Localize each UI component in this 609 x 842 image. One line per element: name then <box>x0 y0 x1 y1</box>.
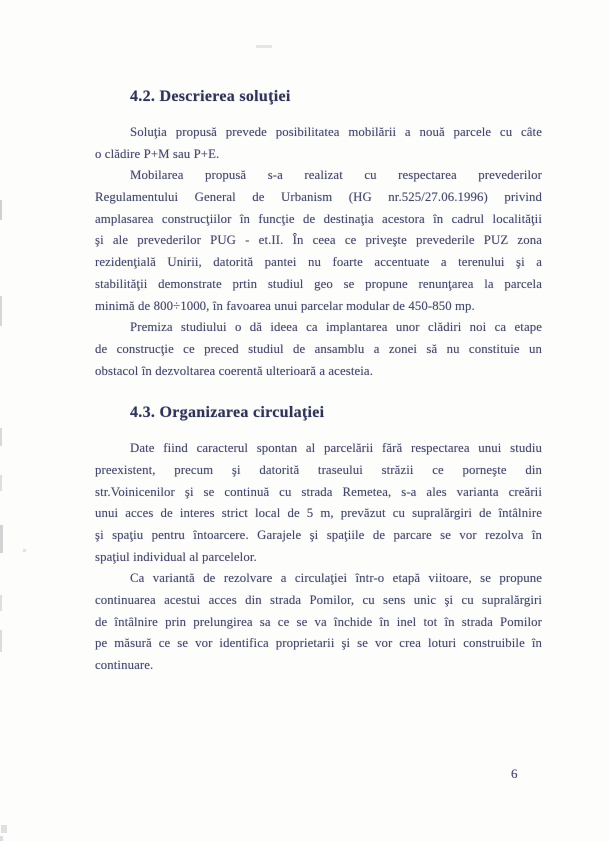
paragraph <box>95 438 542 568</box>
scan-artifact <box>0 525 3 553</box>
scan-artifact <box>256 45 272 48</box>
text-line: rezidenţială Unirii, datorită pantei nu foarte accentuate a terenului şi a <box>95 255 542 270</box>
scan-artifact <box>0 296 2 326</box>
text-line: preexistent, precum şi datorită traseului străzii ce porneşte din <box>95 462 542 477</box>
paragraph <box>95 165 542 317</box>
scan-artifact <box>0 630 2 652</box>
paragraph <box>95 568 542 676</box>
text-line: continuare. <box>95 658 154 673</box>
text-line: Soluţia propusă prevede posibilitatea mobilării a nouă parcele cu câte <box>130 125 542 139</box>
text-line: Date fiind caracterul spontan al parcelării fără respectarea unui studiu <box>130 441 542 456</box>
text-line: Regulamentului General de Urbanism (HG nr.525/27.06.1996) privind <box>95 190 542 205</box>
text-line: spaţiul individual al parcelelor. <box>95 549 257 564</box>
scan-artifact <box>0 428 2 446</box>
text-line: de construcţie ce preced studiul de ansamblu a zonei să nu constituie un <box>95 341 542 356</box>
text-line: unui acces de interes strict local de 5 m, prevăzut cu supralărgiri de întâlnire <box>95 506 542 521</box>
text-line: pe măsură ce se vor identifica proprietarii şi se vor crea loturi construibile în <box>95 636 542 651</box>
text-line: continuarea acestui acces din strada Pomilor, cu sens unic şi cu supralărgiri <box>95 593 542 608</box>
paragraph <box>95 122 542 165</box>
text-line: Mobilarea propusă s-a realizat cu respectarea prevederilor <box>130 168 542 183</box>
paragraph <box>95 317 542 382</box>
scan-artifact <box>0 475 2 491</box>
scan-artifact <box>0 595 2 611</box>
section-heading: 4.3. Organizarea circulaţiei <box>130 404 325 422</box>
text-line: de întâlnire prin prelungirea sa ce se va închide în inel tot în strada Pomilor <box>95 614 542 629</box>
scan-artifact <box>1 825 7 833</box>
text-line: minimă de 800÷1000, în favoarea unui parcelar modular de 450-850 mp. <box>95 298 475 313</box>
text-line: Ca variantă de rezolvare a circulaţiei într-o etapă viitoare, se propune <box>130 571 542 586</box>
text-line: şi spaţiu pentru întoarcere. Garajele şi spaţiile de parcare se vor rezolva în <box>95 528 542 542</box>
text-line: Premiza studiului o dă ideea ca implantarea unor clădiri noi ca etape <box>130 320 542 335</box>
page-content <box>95 86 542 677</box>
scan-artifact <box>0 836 3 841</box>
text-line: str.Voinicenilor şi se continuă cu strada Remetea, s-a ales varianta creării <box>95 484 542 499</box>
text-line: şi ale prevederilor PUG - et.II. În ceea ce priveşte prevederile PUZ zona <box>95 233 542 248</box>
scan-artifact <box>23 549 26 552</box>
text-line: amplasarea construcţiilor în funcţie de destinaţia acestora în cadrul localităţii <box>95 211 542 226</box>
text-line: obstacol în dezvoltarea coerentă ulterioară a acesteia. <box>95 363 373 378</box>
page-number: 6 <box>511 766 518 781</box>
text-line: o clădire P+M sau P+E. <box>95 146 220 161</box>
section-heading: 4.2. Descrierea soluţiei <box>130 88 291 105</box>
scan-artifact <box>0 200 2 220</box>
text-line: stabilităţii demonstrate prtin studiul geo se propune renunţarea la parcela <box>95 276 542 291</box>
